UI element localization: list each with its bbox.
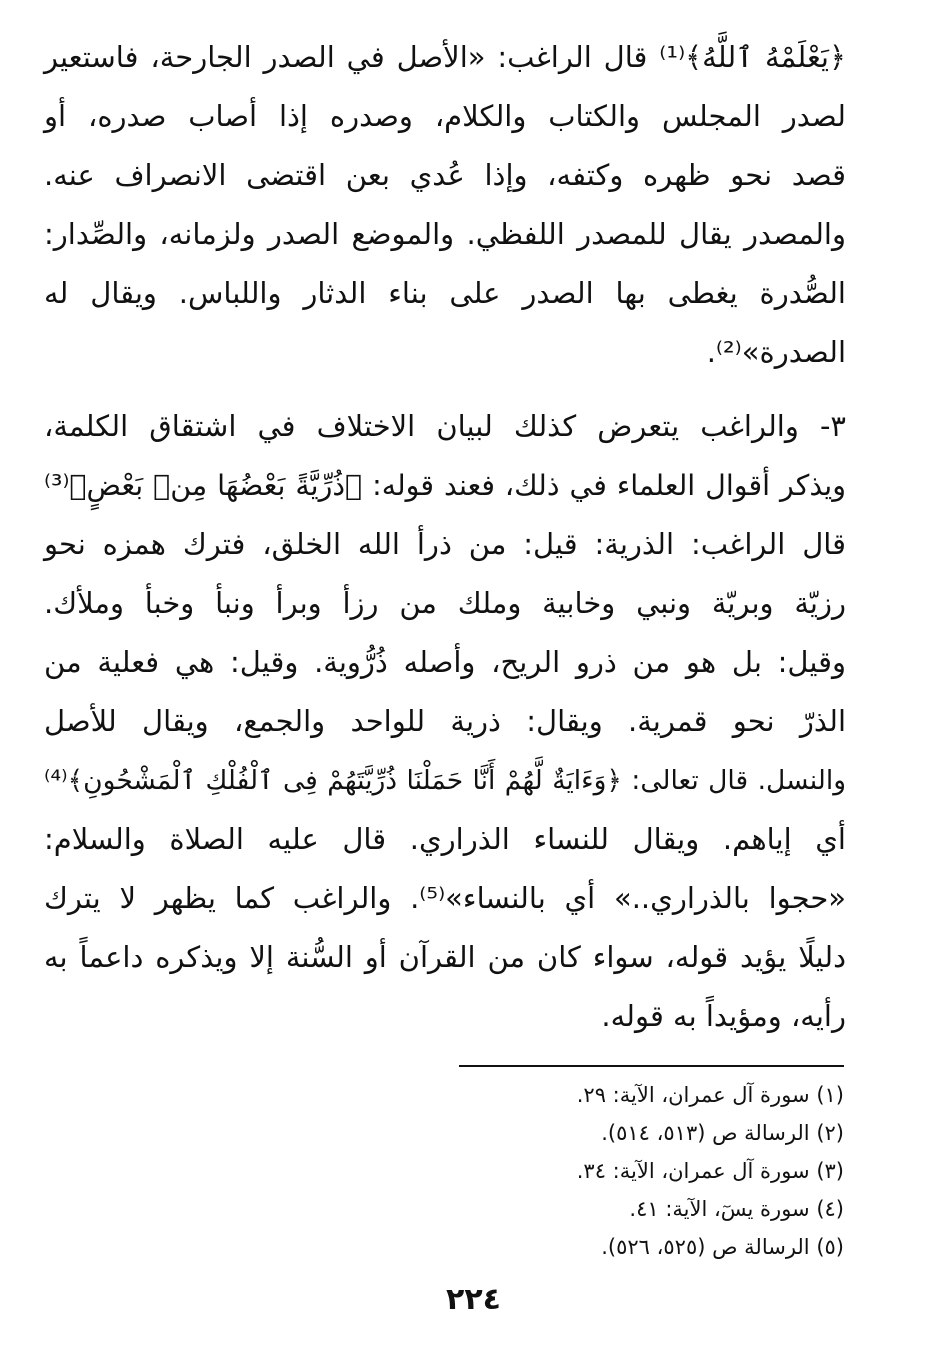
text-line: رزيّة وبريّة ونبي وخابية وملك من رزأ وبرأ ونبأ وخبأ وملأك. bbox=[44, 586, 846, 620]
text-line: الصُّدرة يغطى بها الصدر على بناء الدثار واللباس. ويقال له bbox=[44, 276, 846, 310]
footnotes bbox=[424, 1076, 844, 1266]
paragraph-2 bbox=[44, 397, 846, 1046]
footnote-item: (١) سورة آل عمران، الآية: ٢٩. bbox=[576, 1083, 844, 1107]
text-line: رأيه، ومؤيداً به قوله. bbox=[601, 999, 846, 1033]
text-line: أي إياهم. ويقال للنساء الذراري. قال عليه الصلاة والسلام: bbox=[44, 822, 846, 856]
text-line: لصدر المجلس والكتاب والكلام، وصدره إذا أصاب صدره، أو bbox=[44, 99, 846, 133]
main-text bbox=[44, 28, 846, 1046]
text-line: وقيل: بل هو من ذرو الريح، وأصله ذُرُّوية. وقيل: هي فعلية من bbox=[44, 645, 846, 679]
text-line: الصدرة»⁽²⁾. bbox=[706, 335, 846, 369]
paragraph-1 bbox=[44, 28, 846, 382]
text-line: والمصدر يقال للمصدر اللفظي. والموضع الصدر ولزمانه، والصِّدار: bbox=[44, 217, 846, 251]
text-line: والنسل. قال تعالى: ﴿وَءَايَةٌ لَّهُمْ أَنَّا حَمَلْنَا ذُرِّيَّتَهُمْ فِى ٱلْفُلْكِ ٱلْمَشْحُونِ﴾⁽⁴⁾ bbox=[44, 765, 846, 796]
text-line: ﴿يَعْلَمْهُ ٱللَّهُ﴾⁽¹⁾ قال الراغب: «الأصل في الصدر الجارحة، فاستعير bbox=[44, 40, 846, 74]
footnote-divider bbox=[459, 1065, 844, 1067]
text-line: دليلًا يؤيد قوله، سواء كان من القرآن أو السُّنة إلا ويذكره داعماً به bbox=[44, 940, 846, 974]
text-line: الذرّ نحو قمرية. ويقال: ذرية للواحد والجمع، ويقال للأصل bbox=[44, 704, 846, 738]
footnote-item: (٢) الرسالة ص (٥١٣، ٥١٤). bbox=[601, 1121, 844, 1145]
text-line: «حجوا بالذراري..» أي بالنساء»⁽⁵⁾. والراغب كما يظهر لا يترك bbox=[44, 881, 847, 915]
text-line: قصد نحو ظهره وكتفه، وإذا عُدي بعن اقتضى الانصراف عنه. bbox=[44, 158, 846, 192]
text-line: ويذكر أقوال العلماء في ذلك، فعند قوله: ﴿ذُرِّيَّةً بَعْضُهَا مِنۢ بَعْضٍ﴾⁽³⁾ bbox=[44, 469, 846, 502]
footnote-item: (٤) سورة يسٓ، الآية: ٤١. bbox=[629, 1197, 844, 1221]
page-number: ٢٢٤ bbox=[446, 1282, 501, 1317]
footnote-item: (٥) الرسالة ص (٥٢٥، ٥٢٦). bbox=[601, 1235, 844, 1259]
text-line: قال الراغب: الذرية: قيل: من ذرأ الله الخلق، فترك همزه نحو bbox=[44, 527, 846, 561]
text-line: ٣- والراغب يتعرض كذلك لبيان الاختلاف في اشتقاق الكلمة، bbox=[44, 409, 846, 443]
footnote-item: (٣) سورة آل عمران، الآية: ٣٤. bbox=[576, 1159, 844, 1183]
